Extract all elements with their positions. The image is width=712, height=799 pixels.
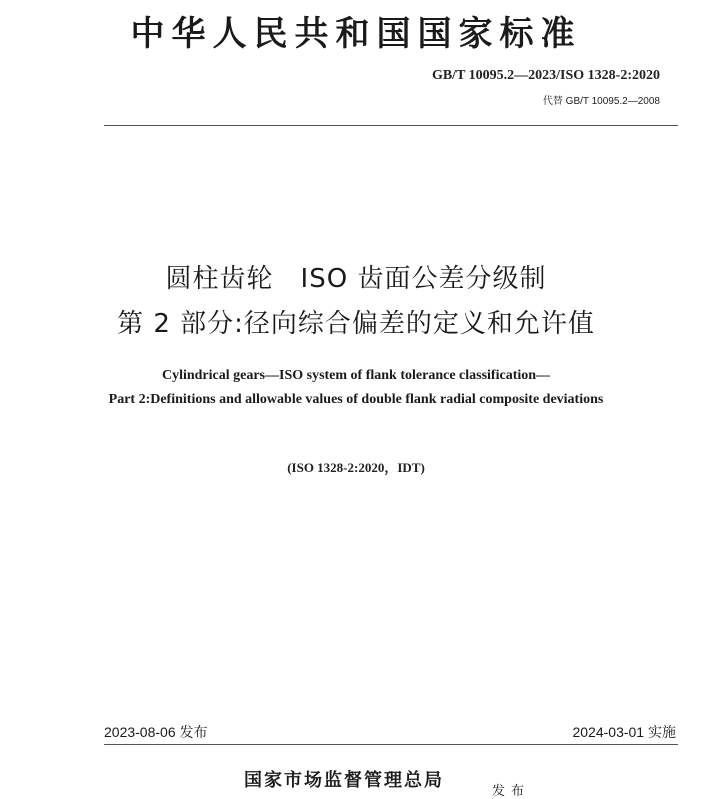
publish-label: 发布 [492, 784, 531, 799]
header-divider [104, 125, 678, 126]
title-chinese-line-2: 第 2 部分:径向综合偏差的定义和允许值 [117, 309, 595, 339]
replaces-standard: 代替 GB/T 10095.2—2008 [542, 96, 660, 107]
implementation-date: 2024-03-01 实施 [572, 724, 676, 740]
title-english-line-1: Cylindrical gears—ISO system of flank tolerance classification— [161, 368, 551, 383]
issue-date: 2023-08-06 发布 [104, 724, 208, 740]
standard-code: GB/T 10095.2—2023/ISO 1328-2:2020 [431, 68, 660, 83]
adoption-note: (ISO 1328-2:2020，IDT) [287, 460, 425, 475]
publisher-name: 国家市场监督管理总局 [244, 770, 444, 791]
title-chinese-line-1: 圆柱齿轮 ISO 齿面公差分级制 [165, 264, 547, 294]
title-english-line-2: Part 2:Definitions and allowable values of double flank radial composite deviations [108, 392, 604, 407]
footer-divider [104, 744, 678, 745]
national-standard-heading: 中华人民共和国国家标准 [130, 14, 582, 54]
